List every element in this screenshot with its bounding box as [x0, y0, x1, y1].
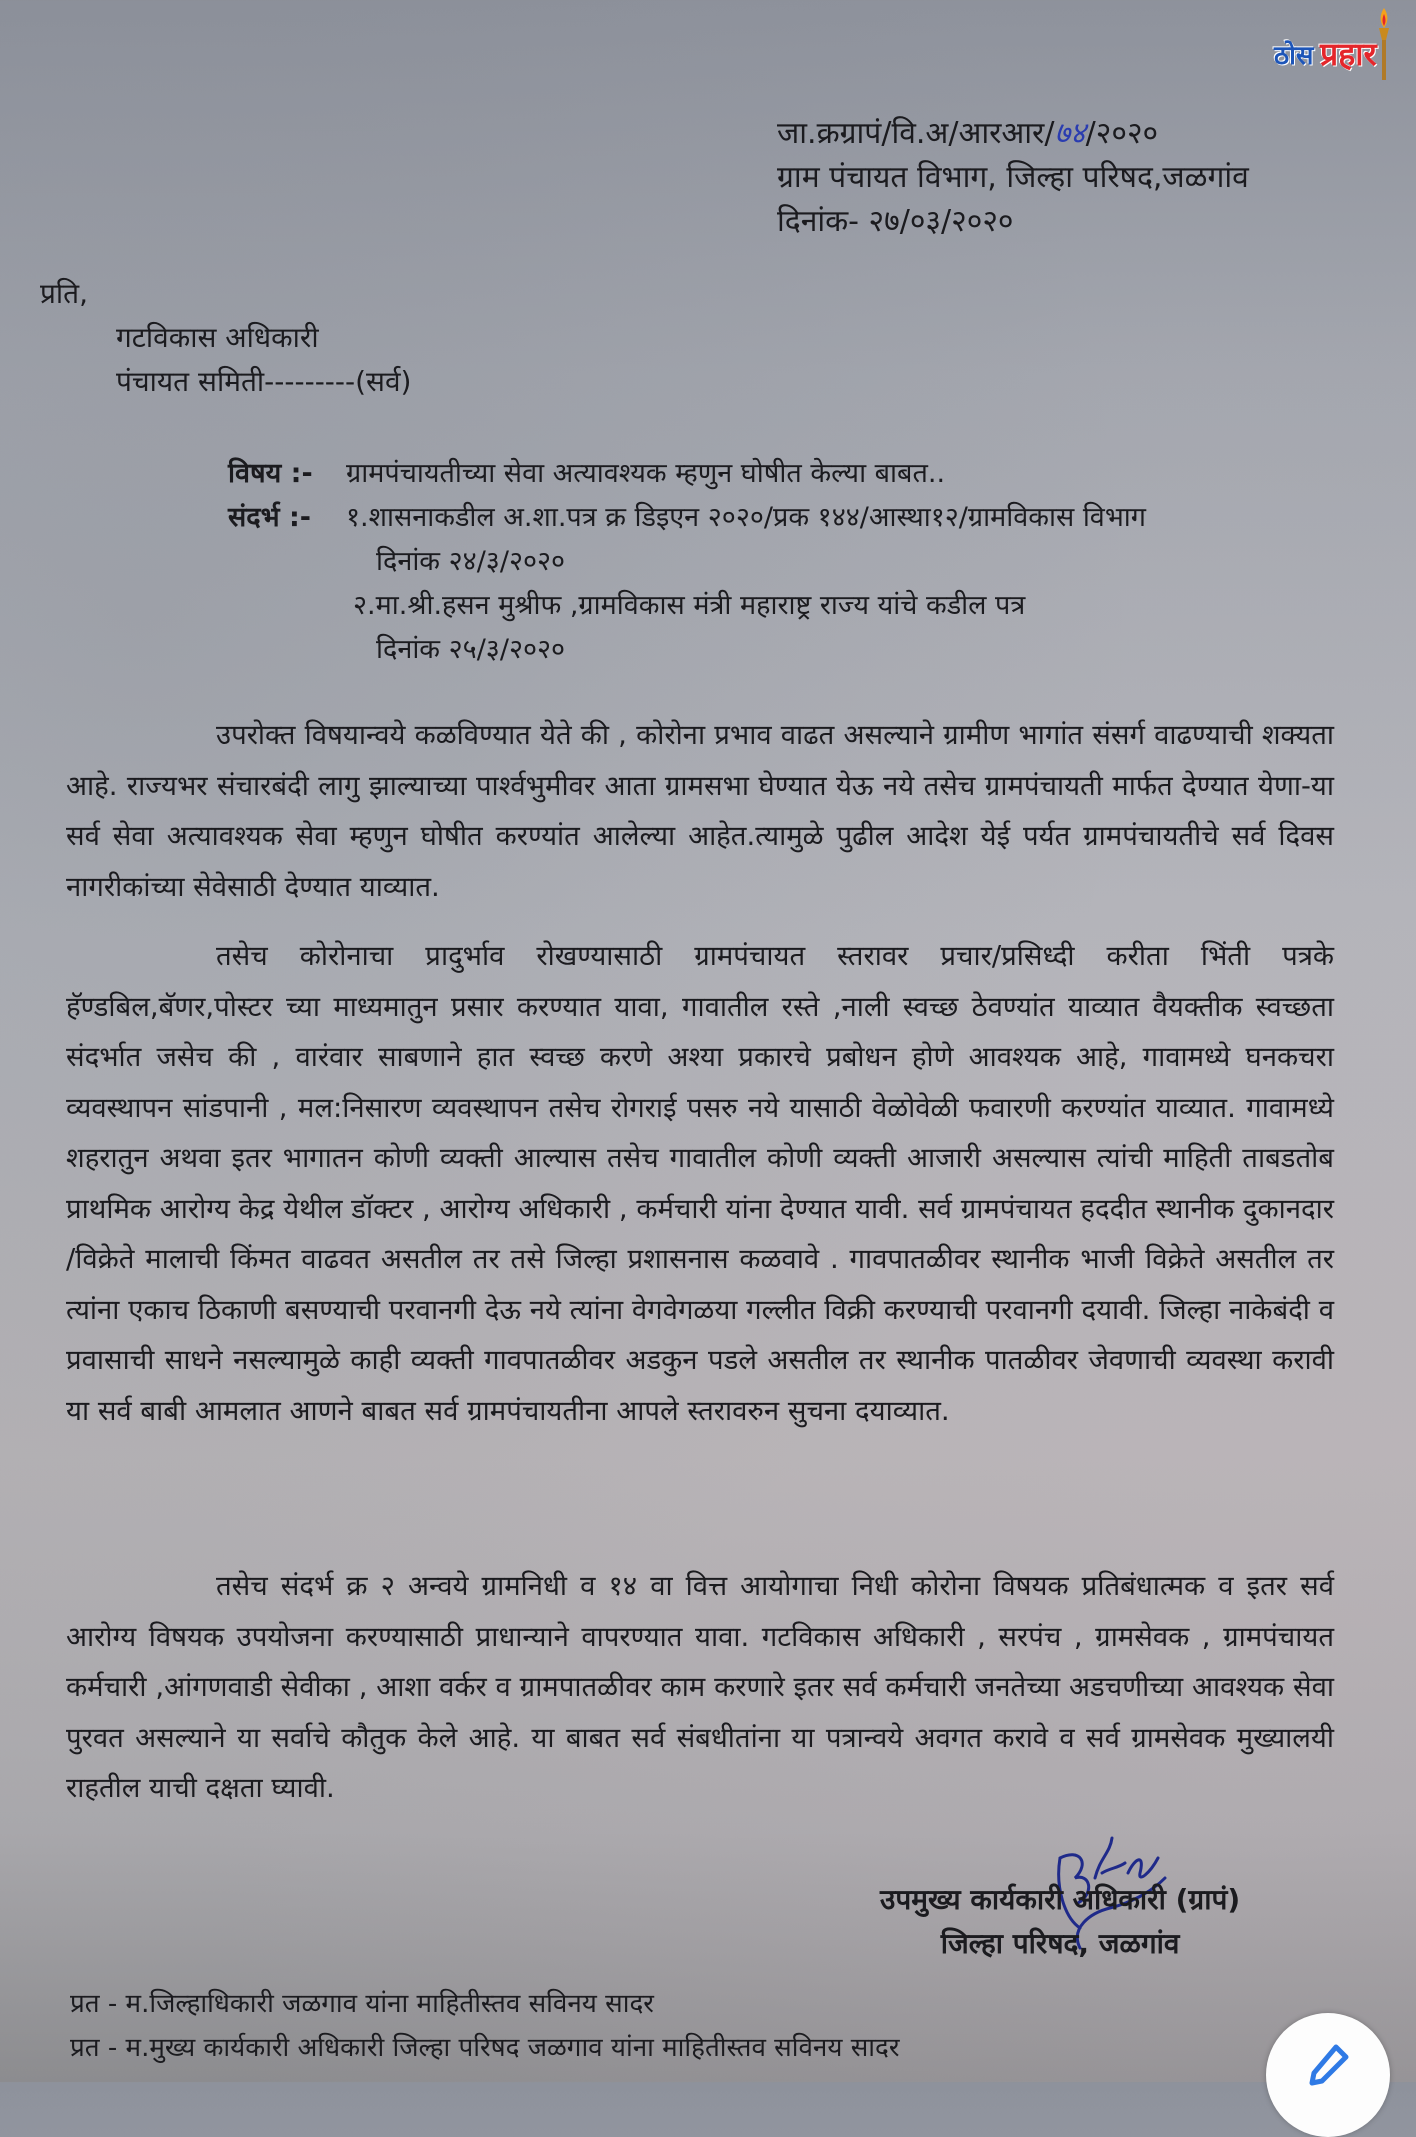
subject-label: विषय :-: [228, 458, 313, 489]
body-paragraph-1: उपरोक्त विषयान्वये कळविण्यात येते की , कोरोना प्रभाव वाढत असल्याने ग्रामीण भागांत संसर्ग वाढण्याची शक्यता आहे. राज्यभर संचारबंदी लागु झाल्याच्या पार्श्वभुमीवर आता ग्रामसभा घेण्यात येऊ नये तसेच ग्रामपंचायती मार्फत देण्यात येणा-या सर्व सेवा अत्यावश्यक सेवा म्हणुन घोषीत करण्यांत आलेल्या आहेत.त्यामुळे पुढील आदेश येई पर्यत ग्रामपंचायतीचे सर्व दिवस नागरीकांच्या सेवेसाठी देण्यात याव्यात.: [66, 719, 1334, 903]
reference-1: संदर्भ :- १.शासनाकडील अ.शा.पत्र क्र डिइएन २०२०/प्रक १४४/आस्था१२/ग्रामविकास विभाग: [228, 496, 1146, 540]
subject-reference-block: [228, 452, 1146, 672]
department-line: ग्राम पंचायत विभाग, जिल्हा परिषद,जळगांव: [777, 160, 1249, 195]
signatory-designation: उपमुख्य कार्यकारी अधिकारी (ग्रापं): [880, 1883, 1241, 1916]
signature-block: [880, 1878, 1240, 1966]
letter-date: दिनांक- २७/०३/२०२०: [777, 204, 1014, 239]
body-paragraph-2: तसेच कोरोनाचा प्रादुर्भाव रोखण्यासाठी ग्रामपंचायत स्तरावर प्रचार/प्रसिध्दी करीता भिंती पत्रके हॅण्डबिल,बॅणर,पोस्टर च्या माध्यमातुन प्रसार करण्यात यावा, गावातील रस्ते ,नाली स्वच्छ ठेवण्यांत याव्यात वैयक्तीक स्वच्छता संदर्भात जसेच की , वारंवार साबणाने हात स्वच्छ करणे अश्या प्रकारचे प्रबोधन होणे आवश्यक आहे, गावामध्ये घनकचरा व्यवस्थापन सांडपानी , मल:निसारण व्यवस्थापन तसेच रोगराई पसरु नये यासाठी वेळोवेळी फवारणी करण्यांत याव्यात. गावामध्ये शहरातुन अथवा इतर भागातन कोणी व्यक्ती आल्यास तसेच गावातील कोणी व्यक्ती आजारी असल्यास त्यांची माहिती ताबडतोब प्राथमिक आरोग्य केद्र येथील डॉक्टर , आरोग्य अधिकारी , कर्मचारी यांना देण्यात यावी. सर्व ग्रामपंचायत हददीत स्थानीक दुकानदार /विक्रेते मालाची किंमत वाढवत असतील तर तसे जिल्हा प्रशासनास कळवावे . गावपातळीवर स्थानीक भाजी विक्रेते असतील तर त्यांना एकाच ठिकाणी बसण्याची परवानगी देऊ नये त्यांना वेगवेगळया गल्लीत विक्री करण्याची परवानगी दयावी. जिल्हा नाकेबंदी व प्रवासाची साधने नसल्यामुळे काही व्यक्ती गावपातळीवर अडकुन पडले असतील तर स्थानीक पातळीवर जेवणाची व्यवस्था करावी या सर्व बाबी आमलात आणने बाबत सर्व ग्रामपंचायतीना आपले स्तरावरुन सुचना दयाव्यात.: [66, 940, 1334, 1427]
edit-pencil-icon: [1306, 2043, 1350, 2087]
copy-to-line-1: प्रत - म.जिल्हाधिकारी जळगाव यांना माहितीस्तव सविनय सादर: [70, 1989, 654, 2019]
edit-floating-button[interactable]: [1266, 2013, 1390, 2137]
recipient-line-2: पंचायत समिती---------(सर्व): [116, 365, 412, 398]
reference-1-date: दिनांक २४/३/२०२०: [376, 546, 566, 577]
signatory-office: जिल्हा परिषद, जळगांव: [940, 1927, 1180, 1960]
letter-header: [777, 112, 1249, 244]
reference-number: जा.क्रग्रापं/वि.अ/आरआर/७४/२०२०: [777, 116, 1159, 151]
brand-part1: ठोस: [1274, 41, 1314, 71]
subject-line: [228, 452, 1146, 496]
handwritten-number: ७४: [1054, 116, 1086, 151]
torch-icon: [1376, 6, 1392, 84]
copy-to-line-2: प्रत - म.मुख्य कार्यकारी अधिकारी जिल्हा परिषद जळगाव यांना माहितीस्तव सविनय सादर: [70, 2033, 900, 2063]
reference-2: २.मा.श्री.हसन मुश्रीफ ,ग्रामविकास मंत्री महाराष्ट्र राज्य यांचे कडील पत्र: [353, 590, 1026, 621]
reference-label: संदर्भ :-: [228, 502, 311, 533]
salutation: प्रति,: [40, 277, 89, 310]
brand-part2: प्रहार: [1320, 35, 1377, 73]
subject-text: ग्रामपंचायतीच्या सेवा अत्यावश्यक म्हणुन घोषीत केल्या बाबत..: [346, 458, 946, 489]
copy-to-block: [70, 1982, 899, 2070]
recipient-block: [40, 272, 411, 404]
brand-watermark-logo: [1272, 6, 1408, 86]
reference-2-date: दिनांक २५/३/२०२०: [376, 634, 566, 665]
body-paragraph-3: तसेच संदर्भ क्र २ अन्वये ग्रामनिधी व १४ वा वित्त आयोगाचा निधी कोरोना विषयक प्रतिबंधात्मक व इतर सर्व आरोग्य विषयक उपयोजना करण्यासाठी प्राधान्याने वापरण्यात यावा. गटविकास अधिकारी , सरपंच , ग्रामसेवक , ग्रामपंचायत कर्मचारी ,आंगणवाडी सेवीका , आशा वर्कर व ग्रामपातळीवर काम करणारे इतर सर्व कर्मचारी जनतेच्या अडचणीच्या आवश्यक सेवा पुरवत असल्याने या सर्वाचे कौतुक केले आहे. या बाबत सर्व संबधीतांना या पत्रान्वये अवगत करावे व सर्व ग्रामसेवक मुख्यालयी राहतील याची दक्षता घ्यावी.: [66, 1570, 1334, 1804]
recipient-line-1: गटविकास अधिकारी: [116, 321, 319, 354]
